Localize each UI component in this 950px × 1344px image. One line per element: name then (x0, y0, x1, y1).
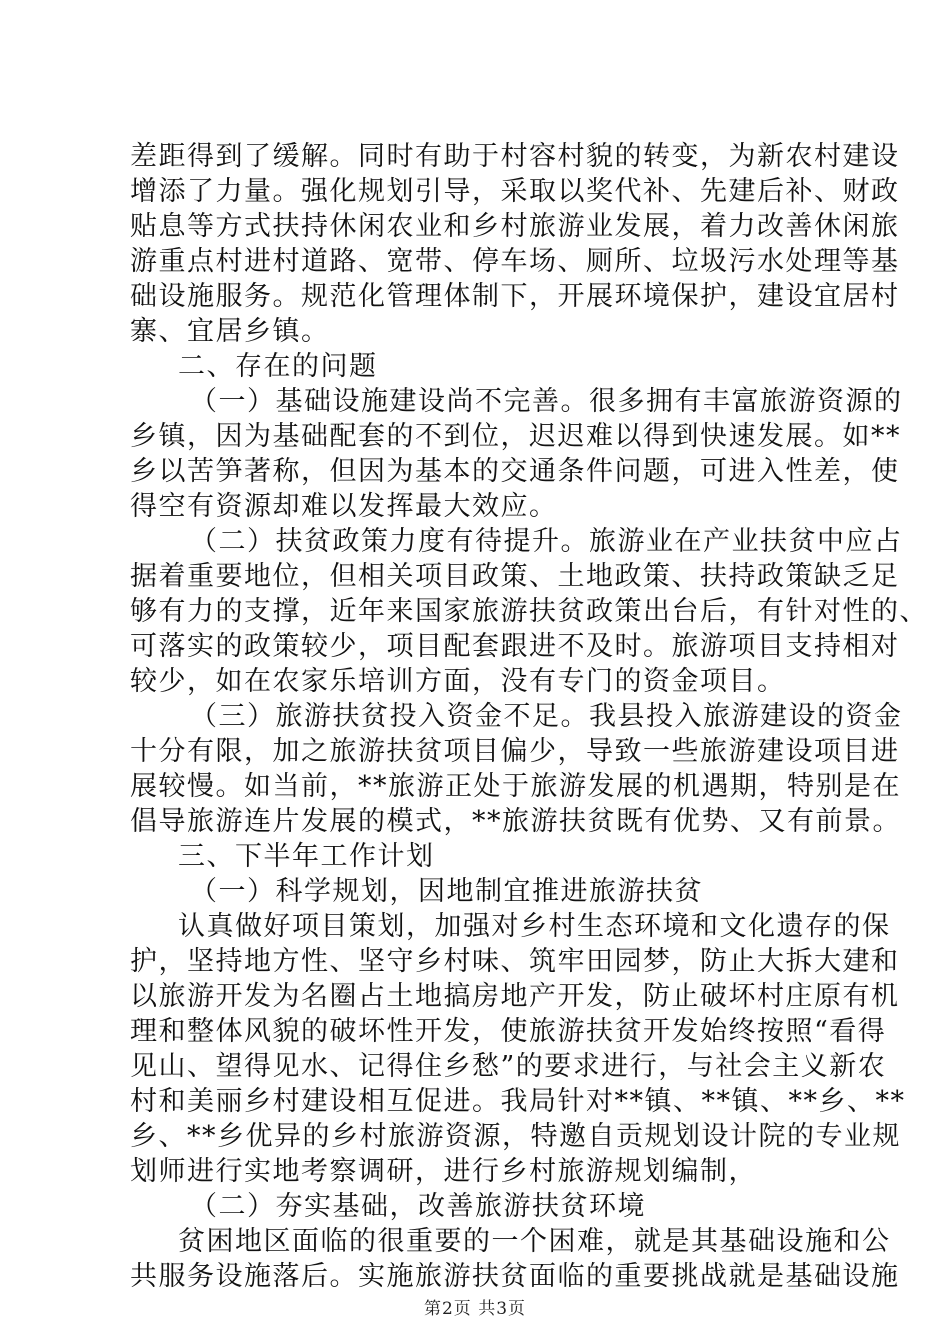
text-line: 贴息等方式扶持休闲农业和乡村旅游业发展，着力改善休闲旅 (130, 211, 900, 242)
text-line: 以旅游开发为名圈占土地搞房地产开发，防止破坏村庄原有机 (130, 981, 900, 1012)
text-line: 据着重要地位，但相关项目政策、土地政策、扶持政策缺乏足 (130, 561, 900, 592)
text-line: 差距得到了缓解。同时有助于村容村貌的转变，为新农村建设 (130, 141, 900, 172)
text-line: 划师进行实地考察调研，进行乡村旅游规划编制， (130, 1156, 757, 1187)
text-line: 游重点村进村道路、宽带、停车场、厕所、垃圾污水处理等基 (130, 246, 900, 277)
text-line: 护，坚持地方性、坚守乡村味、筑牢田园梦，防止大拆大建和 (130, 946, 900, 977)
text-line: 十分有限，加之旅游扶贫项目偏少，导致一些旅游建设项目进 (130, 736, 900, 767)
text-line: 见山、望得见水、记得住乡愁”的要求进行，与社会主义新农 (130, 1051, 887, 1082)
section-heading: 三、下半年工作计划 (178, 841, 435, 872)
subsection-heading: （一）科学规划，因地制宜推进旅游扶贫 (190, 876, 703, 907)
text-line: 贫困地区面临的很重要的一个困难，就是其基础设施和公 (178, 1226, 891, 1257)
text-line: 乡以苦笋著称，但因为基本的交通条件问题，可进入性差，使 (130, 456, 900, 487)
text-line: 可落实的政策较少，项目配套跟进不及时。旅游项目支持相对 (130, 631, 900, 662)
text-line: 寨、宜居乡镇。 (130, 316, 330, 347)
text-line: 乡镇，因为基础配套的不到位，迟迟难以得到快速发展。如** (130, 421, 901, 452)
text-line: （三）旅游扶贫投入资金不足。我县投入旅游建设的资金 (190, 701, 903, 732)
text-line: 础设施服务。规范化管理体制下，开展环境保护，建设宜居村 (130, 281, 900, 312)
subsection-heading: （二）夯实基础，改善旅游扶贫环境 (190, 1191, 646, 1222)
text-line: 理和整体风貌的破坏性开发，使旅游扶贫开发始终按照“看得 (130, 1016, 887, 1047)
text-line: 展较慢。如当前，**旅游正处于旅游发展的机遇期，特别是在 (130, 771, 901, 802)
text-line: 认真做好项目策划，加强对乡村生态环境和文化遗存的保 (178, 911, 891, 942)
text-line: 得空有资源却难以发挥最大效应。 (130, 491, 558, 522)
text-line: 共服务设施落后。实施旅游扶贫面临的重要挑战就是基础设施 (130, 1261, 900, 1292)
text-line: 村和美丽乡村建设相互促进。我局针对**镇、**镇、**乡、** (130, 1086, 906, 1117)
text-line: 较少，如在农家乐培训方面，没有专门的资金项目。 (130, 666, 786, 697)
text-line: 增添了力量。强化规划引导，采取以奖代补、先建后补、财政 (130, 176, 900, 207)
section-heading: 二、存在的问题 (178, 351, 378, 382)
text-line: 倡导旅游连片发展的模式，**旅游扶贫既有优势、又有前景。 (130, 806, 901, 837)
text-line: 乡、**乡优异的乡村旅游资源，特邀自贡规划设计院的专业规 (130, 1121, 901, 1152)
page-number-footer: 第2页 共3页 (423, 1299, 527, 1319)
text-line: 够有力的支撑，近年来国家旅游扶贫政策出台后，有针对性的、 (130, 596, 928, 627)
text-line: （一）基础设施建设尚不完善。很多拥有丰富旅游资源的 (190, 386, 903, 417)
text-line: （二）扶贫政策力度有待提升。旅游业在产业扶贫中应占 (190, 526, 903, 557)
